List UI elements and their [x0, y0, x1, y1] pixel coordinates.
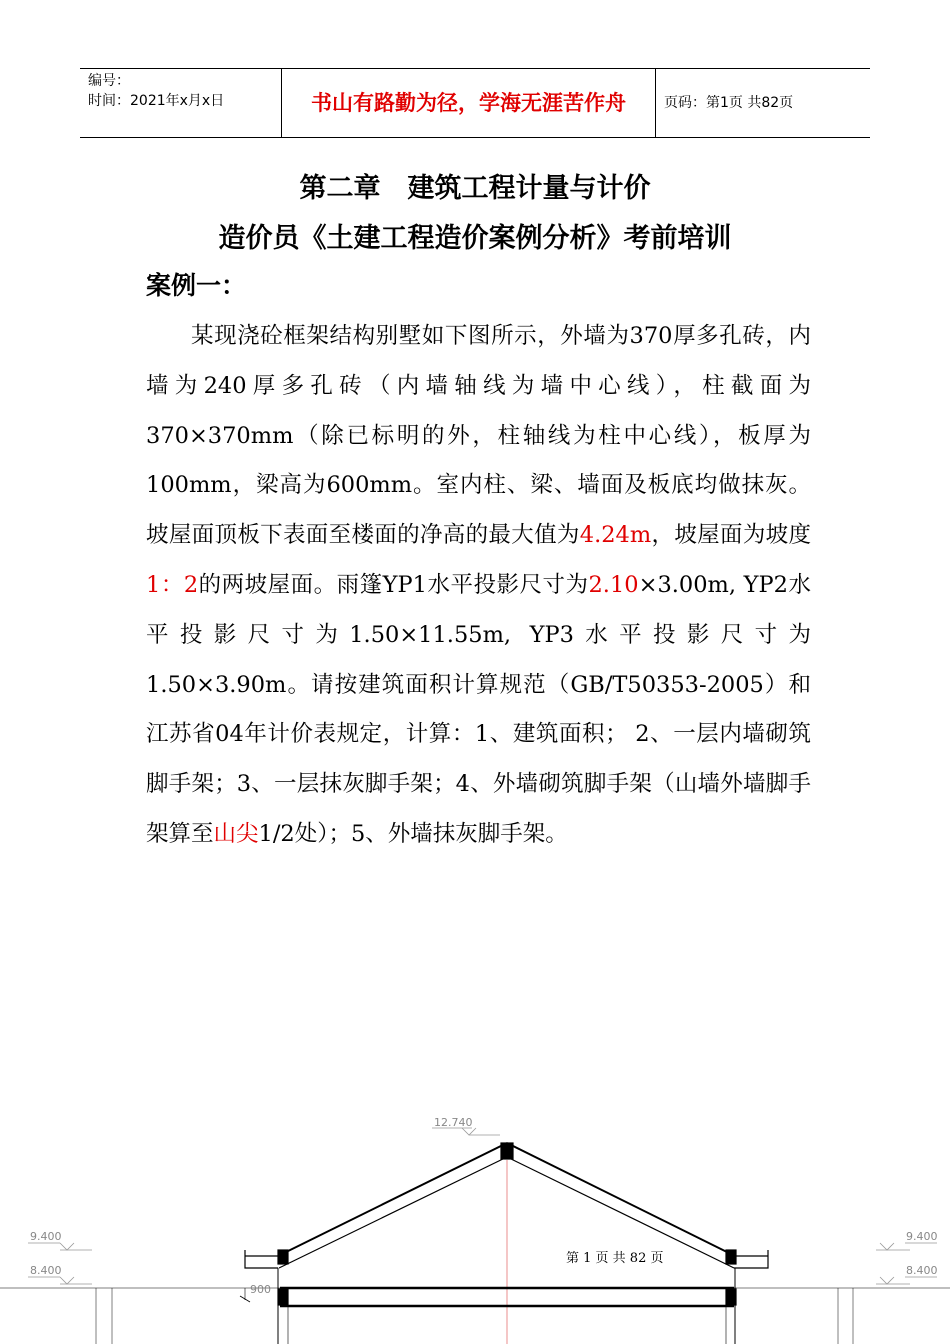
header-motto: 书山有路勤为径，学海无涯苦作舟 — [281, 69, 656, 137]
case-description — [146, 312, 811, 860]
section-drawing — [0, 1105, 950, 1344]
text-part-1: 某现浇砼框架结构别墅如下图所示，外墙为370厚多孔砖，内墙为240厚多孔砖（内墙轴线为墙中心线），柱截面为370×370mm（除已标明的外，柱轴线为柱中心线），板厚为100mm，梁高为600mm。室内柱、梁、墙面及板底均做抹灰。坡屋面顶板下表面至楼面的净高的最大值为 — [146, 323, 811, 549]
page-header — [80, 68, 870, 138]
case-paragraph — [146, 312, 811, 860]
header-meta — [88, 71, 278, 111]
text-part-4: ×3.00m, YP2水平投影尺寸为1.50×11.55m, YP3水平投影尺寸为1.50×3.90m。请按建筑面积计算规范（GB/T50353-2005）和江苏省04年计价表规定，计算：1、建筑面积； 2、一层内墙砌筑脚手架；3、一层抹灰脚手架；4、外墙砌筑脚手架（山墙外墙脚手架算至 — [146, 571, 811, 847]
time-label: 时间：2021年x月x日 — [88, 93, 225, 109]
dimension-900: 900 — [250, 1283, 271, 1296]
highlight-gable: 山尖 — [213, 820, 259, 847]
highlight-height: 4.24m — [579, 522, 652, 549]
page-footer: 第 1 页 共 82 页 — [566, 1247, 663, 1266]
case-heading: 案例一： — [146, 271, 247, 300]
elevation-top: 12.740 — [434, 1116, 473, 1129]
text-part-5: 1/2处）；5、外墙抹灰脚手架。 — [258, 820, 568, 847]
chapter-title: 第二章 建筑工程计量与计价 — [299, 173, 651, 204]
document-subtitle: 造价员《土建工程造价案例分析》考前培训 — [218, 223, 732, 254]
text-part-2: ，坡屋面为坡度 — [651, 522, 811, 549]
code-label: 编号： — [88, 73, 130, 89]
elevation-left-upper: 9.400 — [30, 1230, 62, 1243]
elevation-right-upper: 9.400 — [906, 1230, 938, 1243]
header-page-info: 页码：第1页 共82页 — [664, 95, 794, 111]
elevation-left-lower: 8.400 — [30, 1264, 62, 1277]
text-part-3: 的两坡屋面。雨篷YP1水平投影尺寸为 — [198, 571, 589, 598]
elevation-right-lower: 8.400 — [906, 1264, 938, 1277]
highlight-slope: 1：2 — [146, 571, 199, 598]
highlight-dimension: 2.10 — [588, 571, 639, 598]
